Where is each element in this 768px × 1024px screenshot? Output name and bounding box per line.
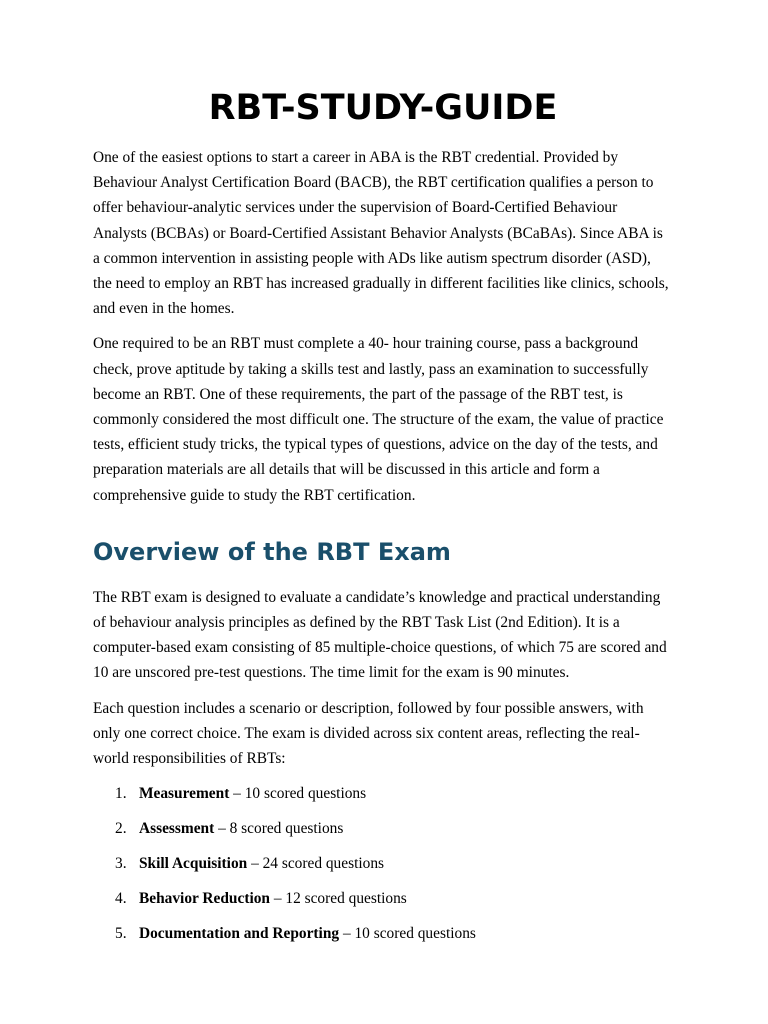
list-item-detail: – 12 scored questions: [269, 890, 407, 908]
intro-paragraph-1: One of the easiest options to start a career in ABA is the RBT credential. Provided by Behaviour Analyst Certification Board (BACB), the RBT certification qualifies a person to offer behaviour-analytic services under the supervision of Board-Certified Behaviour Analysts (BCBAs) or Board-Certified Assistant Behavior Analysts (BCaBAs). Since ABA is a common intervention in assisting people with ADs like autism spectrum disorder (ASD), the need to employ an RBT has increased gradually in different facilities like clinics, schools, and even in the homes.: [93, 149, 669, 318]
list-item-number: 5.: [115, 925, 127, 943]
document-page: [93, 84, 673, 956]
content-areas-list: [93, 781, 673, 946]
list-item-name: Measurement: [139, 785, 230, 803]
list-item: [93, 886, 673, 911]
list-item-detail: – 10 scored questions: [339, 925, 476, 943]
list-item-name: Skill Acquisition: [139, 855, 248, 873]
overview-paragraph-1: The RBT exam is designed to evaluate a candidate’s knowledge and practical understanding of behaviour analysis principles as defined by the RBT Task List (2nd Edition). It is a computer-based exam consisting of 85 multiple-choice questions, of which 75 are scored and 10 are unscored pre-test questions. The time limit for the exam is 90 minutes.: [93, 588, 667, 682]
list-item: [93, 851, 673, 876]
intro-paragraph-2: One required to be an RBT must complete a 40- hour training course, pass a background check, prove aptitude by taking a skills test and lastly, pass an examination to successfully become an RBT. One of these requirements, the part of the passage of the RBT test, is commonly considered the most difficult one. The structure of the exam, the value of practice tests, efficient study tricks, the typical types of questions, advice on the day of the tests, and preparation materials are all details that will be discussed in this article and form a comprehensive guide to study the RBT certification.: [93, 335, 664, 504]
list-item-detail: – 10 scored questions: [229, 785, 367, 803]
list-item: [93, 921, 673, 946]
list-item-name: Behavior Reduction: [139, 890, 270, 908]
list-item-detail: – 24 scored questions: [247, 855, 385, 873]
list-item-detail: – 8 scored questions: [214, 820, 344, 838]
list-item: [93, 816, 673, 841]
list-item-name: Documentation and Reporting: [139, 925, 340, 943]
overview-paragraph-2: Each question includes a scenario or description, followed by four possible answers, with only one correct choice. The exam is divided across six content areas, reflecting the real-world responsibilities of RBTs:: [93, 699, 644, 768]
list-item-number: 3.: [115, 855, 127, 873]
list-item-number: 2.: [115, 820, 127, 838]
list-item: [93, 781, 673, 806]
list-item-number: 1.: [115, 785, 127, 803]
section-heading-overview: Overview of the RBT Exam: [93, 537, 451, 566]
document-title: RBT-STUDY-GUIDE: [208, 88, 558, 128]
list-item-name: Assessment: [139, 820, 215, 838]
list-item-number: 4.: [115, 890, 127, 908]
